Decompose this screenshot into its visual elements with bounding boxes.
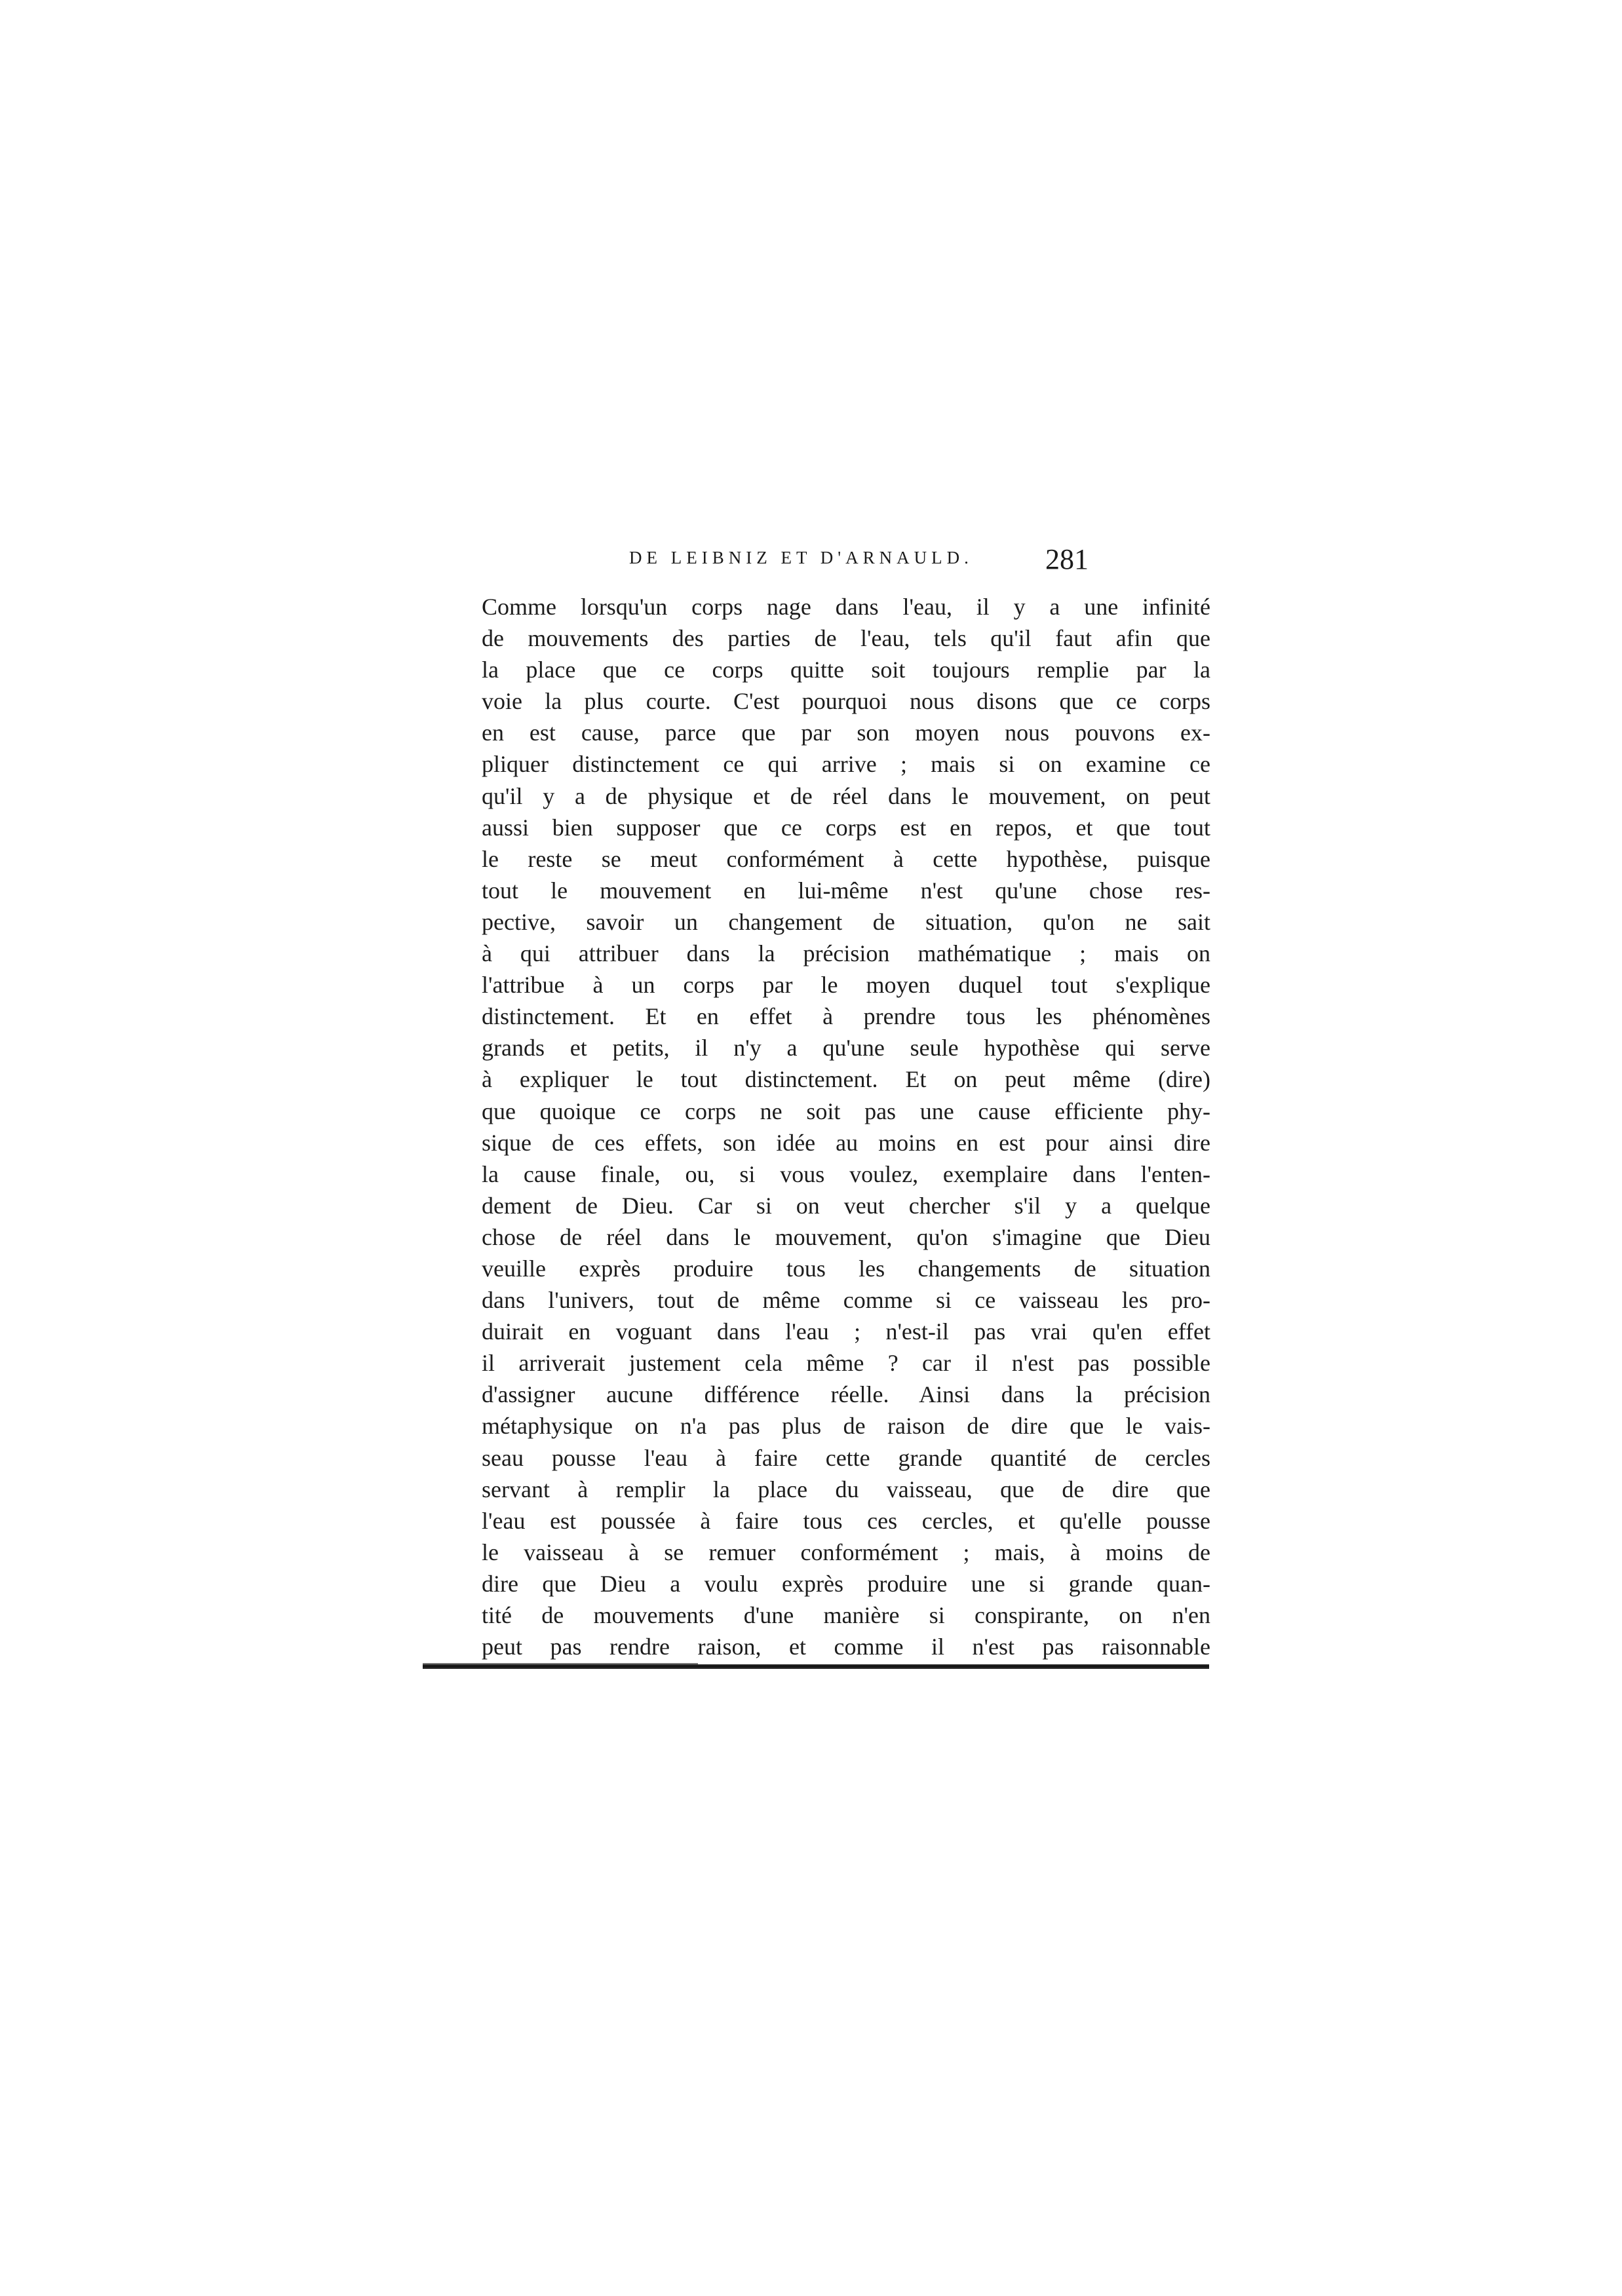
text-line: métaphysique on n'a pas plus de raison de dire que le vais- (482, 1413, 1210, 1440)
text-line: le vaisseau à se remuer conformément ; mais, à moins de (482, 1539, 1210, 1565)
text-line: dans l'univers, tout de même comme si ce vaisseau les pro- (482, 1287, 1210, 1314)
text-line: tité de mouvements d'une manière si conspirante, on n'en (482, 1602, 1210, 1628)
text-line: distinctement. Et en effet à prendre tous les phénomènes (482, 1003, 1210, 1030)
running-head (482, 543, 1216, 582)
text-line: chose de réel dans le mouvement, qu'on s'imagine que Dieu (482, 1223, 1210, 1250)
text-line: servant à remplir la place du vaisseau, que de dire que (482, 1476, 1210, 1502)
text-line: duirait en voguant dans l'eau ; n'est-il pas vrai qu'en effet (482, 1318, 1210, 1345)
text-line: dement de Dieu. Car si on veut chercher s'il y a quelque (482, 1192, 1210, 1219)
text-line: l'attribue à un corps par le moyen duquel tout s'explique (482, 972, 1210, 999)
text-line: pliquer distinctement ce qui arrive ; mais si on examine ce (482, 751, 1210, 778)
text-line: à expliquer le tout distinctement. Et on peut même (dire) (482, 1066, 1210, 1093)
body-text (482, 591, 1210, 1662)
text-line: d'assigner aucune différence réelle. Ainsi dans la précision (482, 1381, 1210, 1408)
text-line: l'eau est poussée à faire tous ces cercles, et qu'elle pousse (482, 1507, 1210, 1534)
text-line: que quoique ce corps ne soit pas une cause efficiente phy- (482, 1098, 1210, 1124)
text-line: voie la plus courte. C'est pourquoi nous disons que ce corps (482, 688, 1210, 715)
text-line: il arriverait justement cela même ? car il n'est pas possible (482, 1350, 1210, 1377)
running-title: DE LEIBNIZ ET D'ARNAULD. (629, 548, 973, 567)
text-line: sique de ces effets, son idée au moins en est pour ainsi dire (482, 1129, 1210, 1156)
text-line: en est cause, parce que par son moyen nous pouvons ex- (482, 719, 1210, 746)
text-line: pective, savoir un changement de situation, qu'on ne sait (482, 908, 1210, 935)
text-line: à qui attribuer dans la précision mathématique ; mais on (482, 940, 1210, 967)
bottom-rule (423, 1664, 1209, 1669)
page-number: 281 (1045, 543, 1089, 575)
text-line: seau pousse l'eau à faire cette grande quantité de cercles (482, 1444, 1210, 1471)
text-line: Comme lorsqu'un corps nage dans l'eau, il y a une infinité (482, 594, 1210, 620)
text-line: grands et petits, il n'y a qu'une seule hypothèse qui serve (482, 1035, 1210, 1062)
text-line: la place que ce corps quitte soit toujours remplie par la (482, 657, 1210, 683)
text-line: peut pas rendre raison, et comme il n'est pas raisonnable (482, 1634, 1210, 1660)
text-line: tout le mouvement en lui-même n'est qu'une chose res- (482, 877, 1210, 904)
text-line: qu'il y a de physique et de réel dans le mouvement, on peut (482, 782, 1210, 809)
text-line: de mouvements des parties de l'eau, tels qu'il faut afin que (482, 625, 1210, 652)
text-line: dire que Dieu a voulu exprès produire une si grande quan- (482, 1570, 1210, 1597)
text-line: veuille exprès produire tous les changements de situation (482, 1255, 1210, 1282)
text-line: le reste se meut conformément à cette hypothèse, puisque (482, 845, 1210, 872)
text-line: aussi bien supposer que ce corps est en repos, et que tout (482, 814, 1210, 841)
text-line: la cause finale, ou, si vous voulez, exemplaire dans l'enten- (482, 1160, 1210, 1187)
